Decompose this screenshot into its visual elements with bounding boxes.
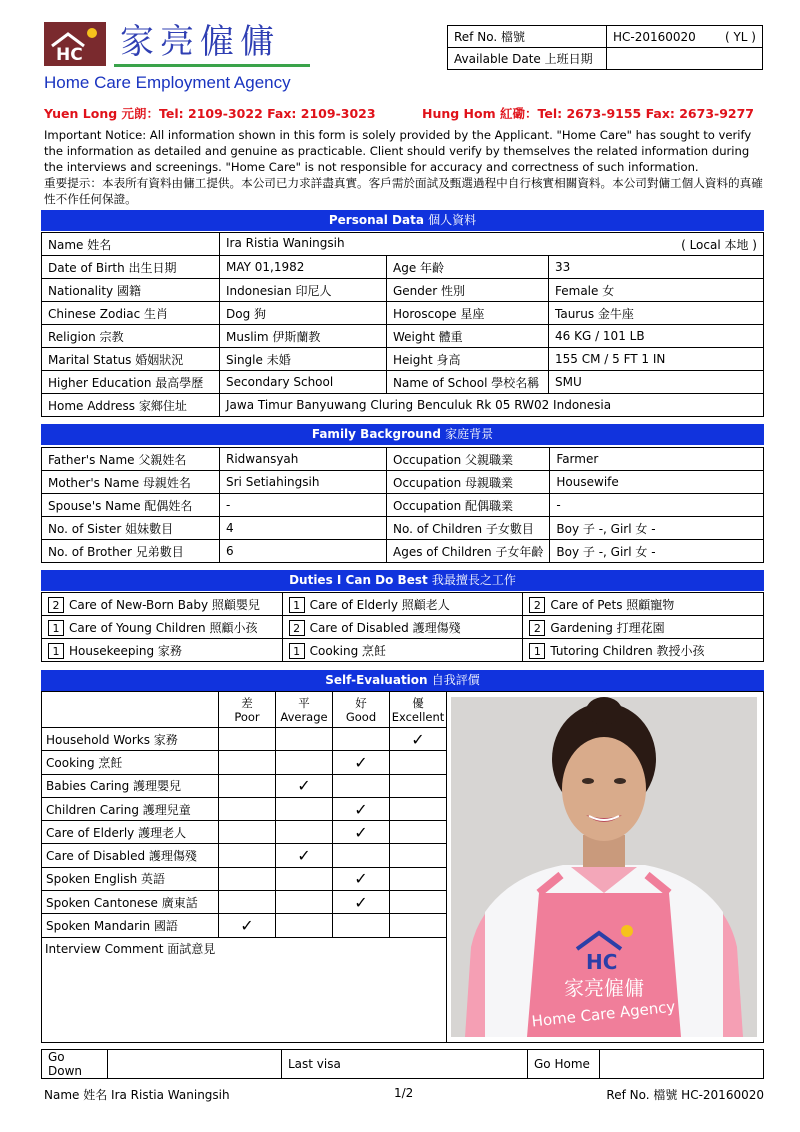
contact-hung-hom: Hung Hom 紅磡：Tel: 2673-9155 Fax: 2673-9277 (422, 106, 755, 121)
rating-column-zh: 好 (355, 695, 367, 710)
check-mark-icon: ✓ (240, 916, 254, 936)
last-visa-value (350, 1050, 528, 1079)
local-tag: ( Local 本地 ) (681, 237, 757, 252)
home-address-label: Home Address 家鄉住址 (42, 394, 220, 417)
duty-item (282, 616, 523, 639)
rating-cell (390, 891, 447, 914)
available-date-value (607, 48, 763, 70)
ref-table (447, 25, 763, 70)
field-value: SMU (549, 371, 764, 394)
duties-header (41, 570, 764, 591)
duty-item (282, 593, 523, 616)
personal-data-row (42, 256, 764, 279)
duty-rank: 1 (289, 643, 305, 659)
self-evaluation-title-zh: 自我評價 (431, 673, 480, 687)
rating-cell (276, 867, 333, 890)
field-value: Boy 子 -, Girl 女 - (550, 517, 764, 540)
home-address-value: Jawa Timur Banyuwang Cluring Benculuk Rk 05 RW02 Indonesia (220, 394, 764, 417)
duty-item (523, 593, 764, 616)
personal-data-row (42, 348, 764, 371)
ref-number: HC-20160020 (613, 29, 696, 44)
go-home-value (600, 1050, 764, 1079)
check-mark-icon: ✓ (411, 729, 425, 749)
field-label: Horoscope 星座 (387, 302, 549, 325)
status-row (41, 1049, 764, 1079)
rating-column-header (219, 692, 276, 728)
available-date-label: Available Date 上班日期 (448, 48, 607, 70)
skill-label: Babies Caring 護理嬰兒 (42, 774, 219, 797)
field-value: Farmer (550, 448, 764, 471)
brand-name-english: Home Care Employment Agency (44, 73, 291, 92)
rating-cell (219, 914, 276, 937)
field-value: Housewife (550, 471, 764, 494)
name-text: Ira Ristia Waningsih (226, 235, 345, 250)
family-title: Family Background (311, 427, 441, 441)
brand-underline (114, 64, 310, 67)
duty-rank: 2 (48, 597, 64, 613)
field-label: Marital Status 婚姻狀況 (42, 348, 220, 371)
rating-cell (390, 797, 447, 820)
evaluation-header-row (42, 692, 447, 728)
duty-item (42, 593, 283, 616)
field-value: Boy 子 -, Girl 女 - (550, 540, 764, 563)
applicant-photo (451, 697, 757, 1037)
field-label: Chinese Zodiac 生肖 (42, 302, 220, 325)
field-value: MAY 01,1982 (220, 256, 387, 279)
rating-cell (333, 844, 390, 867)
rating-cell (219, 844, 276, 867)
rating-cell (276, 797, 333, 820)
brand-name-chinese: 家亮僱傭 (120, 22, 280, 62)
duties-table (41, 592, 764, 662)
name-label: Name 姓名 (42, 233, 220, 256)
rating-cell (276, 728, 333, 751)
duty-rank: 2 (289, 620, 305, 636)
personal-name-row (42, 233, 764, 256)
field-label: Father's Name 父親姓名 (42, 448, 220, 471)
evaluation-row (42, 797, 447, 820)
rating-column-zh: 差 (241, 695, 253, 710)
field-label: Occupation 配偶職業 (387, 494, 550, 517)
field-value: Dog 狗 (220, 302, 387, 325)
skill-label: Spoken Cantonese 廣東話 (42, 891, 219, 914)
duties-title-zh: 我最擅長之工作 (431, 573, 516, 587)
duty-label: Housekeeping 家務 (69, 643, 182, 658)
personal-data-row (42, 371, 764, 394)
self-evaluation-title: Self-Evaluation (325, 673, 428, 687)
field-value: Ridwansyah (220, 448, 387, 471)
evaluation-row (42, 821, 447, 844)
important-notice (44, 127, 764, 207)
skill-label: Children Caring 護理兒童 (42, 797, 219, 820)
rating-cell (333, 821, 390, 844)
apron-brand-cn: 家亮僱傭 (564, 976, 644, 1000)
check-mark-icon: ✓ (354, 799, 368, 819)
notice-english: Important Notice: All information shown in this form is solely provided by the Applicant. "Home Care" has sought to verify the information as detailed and genuine as practicable. Client should verify by themselves the related information during the interviews and screenings. "Home Care" is not responsible for accuracy and correctness of such information. (44, 128, 752, 174)
duty-label: Care of Elderly 照顧老人 (309, 597, 450, 612)
field-label: No. of Sister 姐妹數目 (42, 517, 220, 540)
skill-label: Spoken English 英語 (42, 867, 219, 890)
ref-label: Ref No. 檔號 (448, 26, 607, 48)
evaluation-row (42, 844, 447, 867)
field-label: Occupation 母親職業 (387, 471, 550, 494)
apron-brand-en: Home Care Agency (530, 997, 677, 1031)
duty-label: Care of Pets 照顧寵物 (550, 597, 675, 612)
field-label: Height 身高 (387, 348, 549, 371)
rating-column-en: Poor (234, 709, 260, 724)
duties-title: Duties I Can Do Best (289, 573, 428, 587)
field-value: - (550, 494, 764, 517)
rating-cell (276, 844, 333, 867)
rating-column-header (276, 692, 333, 728)
personal-data-header (41, 210, 764, 231)
rating-cell (390, 914, 447, 937)
field-label: Ages of Children 子女年齡 (387, 540, 550, 563)
field-value: 4 (220, 517, 387, 540)
family-background-header (41, 424, 764, 445)
personal-data-title: Personal Data (328, 213, 424, 227)
duties-row (42, 616, 764, 639)
evaluation-row (42, 867, 447, 890)
field-label: Gender 性別 (387, 279, 549, 302)
duties-row (42, 639, 764, 662)
go-down-label: Go Down (42, 1050, 108, 1079)
personal-data-row (42, 302, 764, 325)
skill-label: Care of Disabled 護理傷殘 (42, 844, 219, 867)
family-title-zh: 家庭背景 (445, 427, 494, 441)
rating-column-en: Good (345, 709, 377, 724)
field-label: Weight 體重 (387, 325, 549, 348)
rating-column-en: Average (280, 709, 328, 724)
rating-cell (333, 751, 390, 774)
duty-rank: 2 (529, 597, 545, 613)
duty-label: Gardening 打理花園 (550, 620, 665, 635)
field-label: Higher Education 最高學歷 (42, 371, 220, 394)
agency-logo (44, 22, 106, 66)
rating-column-header (390, 692, 447, 728)
duty-item (42, 639, 283, 662)
rating-cell (276, 914, 333, 937)
duty-rank: 1 (48, 643, 64, 659)
skill-label: Cooking 烹飪 (42, 751, 219, 774)
field-label: No. of Brother 兄弟數目 (42, 540, 220, 563)
evaluation-row (42, 728, 447, 751)
field-label: Spouse's Name 配偶姓名 (42, 494, 220, 517)
duty-rank: 1 (289, 597, 305, 613)
go-home-label: Go Home (528, 1050, 600, 1079)
last-visa-label: Last visa (282, 1050, 350, 1079)
rating-cell (333, 728, 390, 751)
personal-data-row (42, 325, 764, 348)
footer-page-number: 1/2 (394, 1086, 414, 1100)
logo-text: HC (56, 45, 83, 65)
check-mark-icon: ✓ (354, 822, 368, 842)
contact-line (44, 104, 769, 122)
rating-cell (333, 867, 390, 890)
contact-yuen-long: Yuen Long 元朗：Tel: 2109-3022 Fax: 2109-3023 (44, 106, 376, 121)
skill-label: Household Works 家務 (42, 728, 219, 751)
field-value: - (220, 494, 387, 517)
rating-column-zh: 平 (298, 695, 310, 710)
duty-rank: 2 (529, 620, 545, 636)
interview-comment (41, 937, 447, 1043)
family-row (42, 494, 764, 517)
duty-item (42, 616, 283, 639)
rating-cell (333, 797, 390, 820)
check-mark-icon: ✓ (354, 892, 368, 912)
field-value: Female 女 (549, 279, 764, 302)
field-value: Taurus 金牛座 (549, 302, 764, 325)
evaluation-row (42, 774, 447, 797)
rating-column-header (333, 692, 390, 728)
field-value: Muslim 伊斯蘭教 (220, 325, 387, 348)
rating-cell (276, 774, 333, 797)
rating-cell (390, 728, 447, 751)
field-label: Religion 宗教 (42, 325, 220, 348)
duty-rank: 1 (529, 643, 545, 659)
family-row (42, 448, 764, 471)
duty-label: Care of New-Born Baby 照顧嬰兒 (69, 597, 260, 612)
rating-cell (276, 891, 333, 914)
field-label: Age 年齡 (387, 256, 549, 279)
page-footer (44, 1086, 764, 1103)
ref-suffix: ( YL ) (724, 29, 756, 44)
footer-name: Name 姓名 Ira Ristia Waningsih (44, 1088, 230, 1102)
rating-cell (390, 844, 447, 867)
field-label: Name of School 學校名稱 (387, 371, 549, 394)
rating-cell (276, 821, 333, 844)
interview-comment-label: Interview Comment 面試意見 (45, 942, 216, 956)
rating-cell (333, 891, 390, 914)
check-mark-icon: ✓ (354, 752, 368, 772)
rating-cell (219, 891, 276, 914)
field-value: Single 未婚 (220, 348, 387, 371)
rating-column-zh: 優 (412, 695, 424, 710)
family-row (42, 517, 764, 540)
check-mark-icon: ✓ (297, 846, 311, 866)
field-value: 6 (220, 540, 387, 563)
skill-label: Spoken Mandarin 國語 (42, 914, 219, 937)
evaluation-corner (42, 692, 219, 728)
field-value: Secondary School (220, 371, 387, 394)
duty-label: Tutoring Children 教授小孩 (550, 643, 705, 658)
home-address-row (42, 394, 764, 417)
duty-item (523, 616, 764, 639)
family-row (42, 540, 764, 563)
field-label: Mother's Name 母親姓名 (42, 471, 220, 494)
apron-logo: HC (586, 950, 618, 974)
field-label: Occupation 父親職業 (387, 448, 550, 471)
rating-cell (333, 774, 390, 797)
duty-rank: 1 (48, 620, 64, 636)
rating-cell (276, 751, 333, 774)
duty-label: Care of Young Children 照顧小孩 (69, 620, 258, 635)
go-down-value (108, 1050, 282, 1079)
self-evaluation-header (41, 670, 764, 691)
rating-cell (219, 821, 276, 844)
field-value: Sri Setiahingsih (220, 471, 387, 494)
self-evaluation-table (41, 691, 447, 938)
family-background-table (41, 447, 764, 563)
check-mark-icon: ✓ (297, 776, 311, 796)
field-label: Date of Birth 出生日期 (42, 256, 220, 279)
field-value: 155 CM / 5 FT 1 IN (549, 348, 764, 371)
field-value: 33 (549, 256, 764, 279)
personal-data-table (41, 232, 764, 417)
field-value: 46 KG / 101 LB (549, 325, 764, 348)
notice-chinese: 重要提示：本表所有資料由傭工提供。本公司已力求詳盡真實。客戶需於面試及甄選過程中自行核實相關資料。本公司對傭工個人資料的真確性不作任何保證。 (44, 176, 763, 206)
evaluation-row (42, 914, 447, 937)
ref-value (607, 26, 763, 48)
rating-cell (219, 797, 276, 820)
field-label: Nationality 國籍 (42, 279, 220, 302)
duty-item (282, 639, 523, 662)
family-row (42, 471, 764, 494)
evaluation-row (42, 891, 447, 914)
rating-cell (390, 751, 447, 774)
rating-cell (390, 867, 447, 890)
rating-cell (390, 774, 447, 797)
rating-cell (219, 867, 276, 890)
field-value: Indonesian 印尼人 (220, 279, 387, 302)
skill-label: Care of Elderly 護理老人 (42, 821, 219, 844)
duty-item (523, 639, 764, 662)
evaluation-row (42, 751, 447, 774)
rating-column-en: Excellent (391, 709, 445, 724)
footer-ref: Ref No. 檔號 HC-20160020 (606, 1088, 764, 1102)
duty-label: Cooking 烹飪 (309, 643, 387, 658)
personal-data-row (42, 279, 764, 302)
rating-cell (390, 821, 447, 844)
rating-cell (219, 728, 276, 751)
rating-cell (219, 774, 276, 797)
check-mark-icon: ✓ (354, 869, 368, 889)
personal-data-title-zh: 個人資料 (428, 213, 477, 227)
rating-cell (333, 914, 390, 937)
name-value (220, 233, 764, 256)
rating-cell (219, 751, 276, 774)
field-label: No. of Children 子女數目 (387, 517, 550, 540)
duties-row (42, 593, 764, 616)
duty-label: Care of Disabled 護理傷殘 (309, 620, 461, 635)
